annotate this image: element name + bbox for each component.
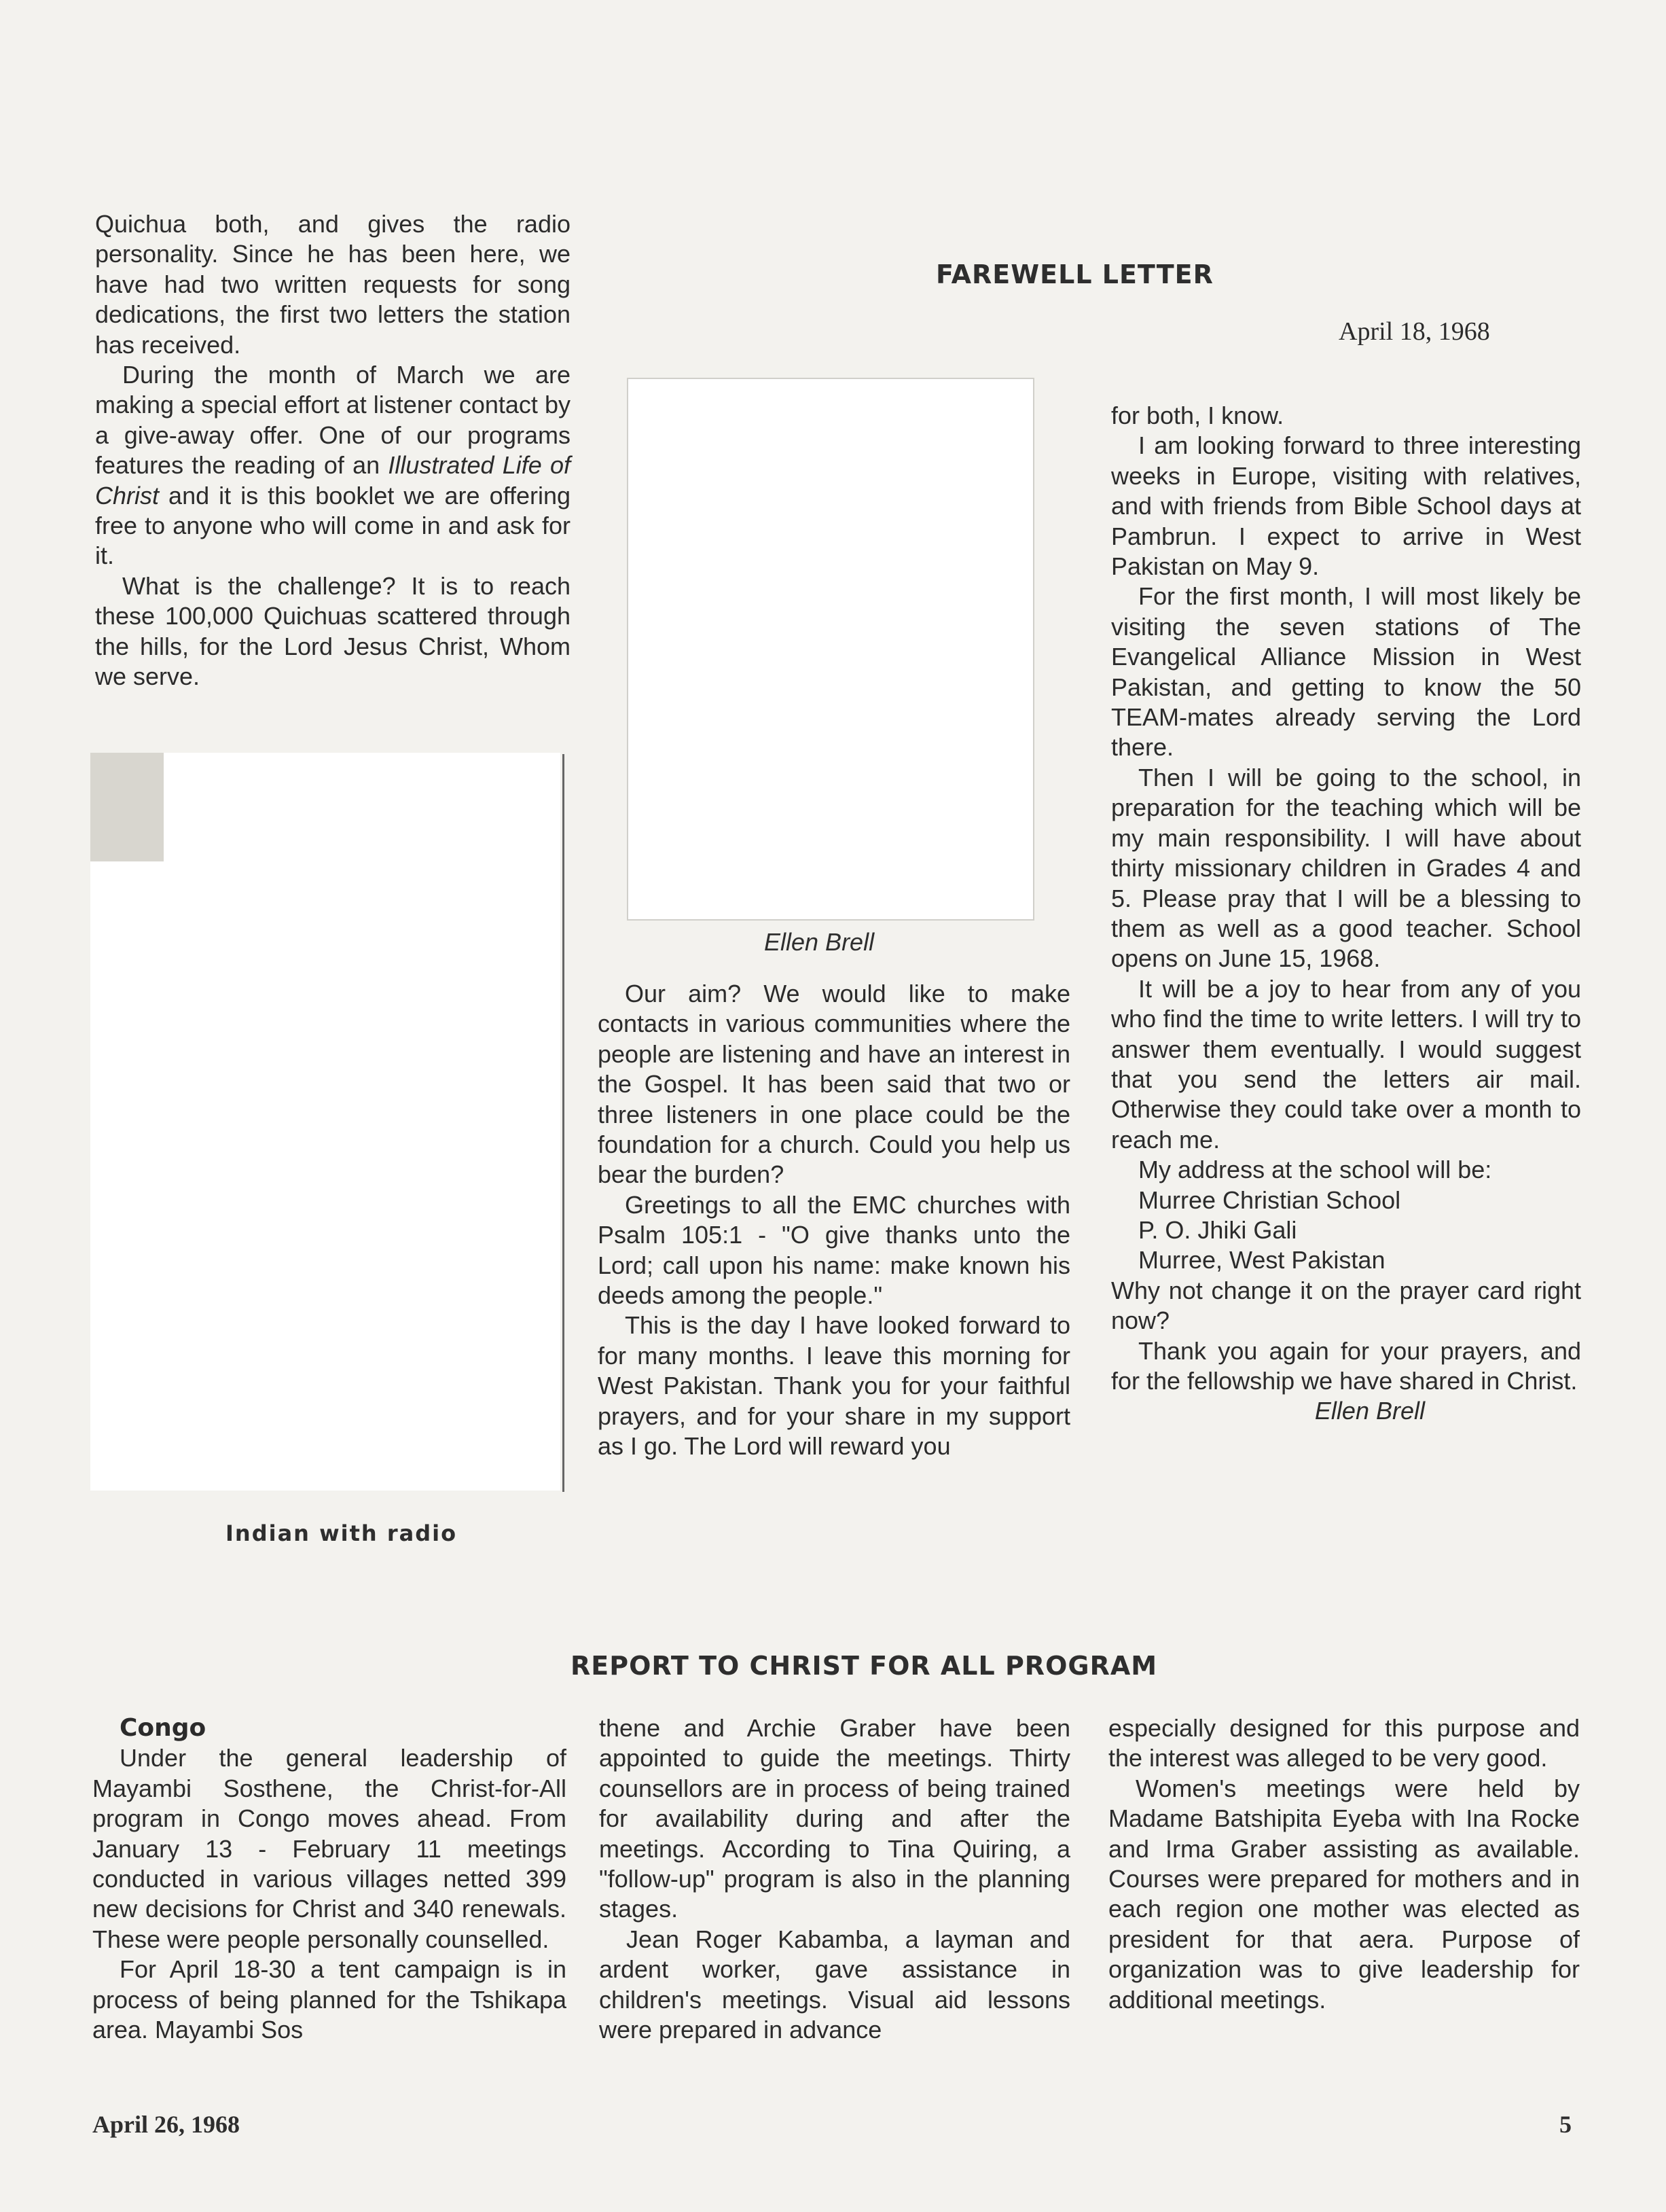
paragraph: This is the day I have looked forward to for many months. I leave this morning for West Pakistan. Thank you for your faithful prayers, and for your share in my support as I go. The Lord will reward you (598, 1311, 1070, 1461)
column-3-text (1111, 401, 1581, 1427)
paragraph: Our aim? We would like to make contacts in various communities where the people are listening and have an interest in the Gospel. It has been said that two or three listeners in one place could be the foundation for a church. Could you help us bear the burden? (598, 980, 1070, 1189)
paragraph: My address at the school will be: (1138, 1156, 1492, 1184)
report-column-1 (92, 1713, 566, 2045)
signature (1111, 1396, 1581, 1426)
paragraph: Greetings to all the EMC churches with Psalm 105:1 - "O give thanks unto the Lord; call upon his name: make known his deeds among the people." (598, 1190, 1070, 1310)
text-span: During the month of March we are making a special effort at listener contact by a give-away offer. One of our programs features the reading of an (95, 361, 571, 480)
paragraph: I am looking forward to three interesting weeks in Europe, visiting with relatives, and with friends from Bible School days at Pambrun. I expect to arrive in West Pakistan on May 9. (1111, 431, 1581, 581)
footer-date: April 26, 1968 (92, 2111, 240, 2138)
address-line: P. O. Jhiki Gali (1138, 1215, 1297, 1244)
paragraph: Jean Roger Kabamba, a layman and ardent worker, gave assistance in children's meetings. Visual aid lessons were prepared in advance (599, 1925, 1070, 2044)
photo-torn-corner (90, 753, 164, 861)
letter-date: April 18, 1968 (1339, 317, 1490, 346)
paragraph: What is the challenge? It is to reach these 100,000 Quichuas scattered through the hills, for the Lord Jesus Christ, Whom we serve. (95, 571, 571, 691)
paragraph (95, 360, 571, 571)
address-line: Murree, West Pakistan (1138, 1246, 1386, 1274)
paragraph: Under the general leadership of Mayambi Sosthene, the Christ-for-All program in Congo moves ahead. From January 13 - February 11 meetings conducted in various villages netted 399 new decisions for Christ and 340 renewals. These were people personally counselled. (92, 1744, 566, 1953)
paragraph: Why not change it on the prayer card right now? (1111, 1276, 1581, 1335)
paragraph: thene and Archie Graber have been appointed to guide the meetings. Thirty counsellors are in process of being trained for availability during and after the meetings. According to Tina Quiring, a "follow-up" program is also in the planning stages. (599, 1714, 1070, 1923)
text-span: and it is this booklet we are offering free to anyone who will come in and ask for it. (95, 481, 571, 570)
report-column-3 (1108, 1713, 1580, 2015)
paragraph: especially designed for this purpose and the interest was alleged to be very good. (1108, 1714, 1580, 1772)
column-2-text (598, 979, 1070, 1462)
photo-caption-ellen-brell: Ellen Brell (764, 928, 875, 956)
book-title: Illustrated Life of Christ (95, 451, 571, 510)
column-1-text (95, 209, 571, 692)
section-subhead: Congo (120, 1714, 206, 1742)
paragraph: for both, I know. (1111, 402, 1284, 429)
photo-indian-with-radio (90, 753, 560, 1491)
paragraph: Then I will be going to the school, in preparation for the teaching which will be my main responsibility. I will have about thirty missionary children in Grades 4 and 5. Please pray that I will be a blessing to them as well as a good teacher. School opens on June 15, 1968. (1111, 763, 1581, 973)
photo-edge-line (562, 754, 564, 1492)
signature-text: Ellen Brell (1314, 1397, 1425, 1425)
report-heading: REPORT TO CHRIST FOR ALL PROGRAM (571, 1651, 1158, 1681)
paragraph: It will be a joy to hear from any of you who find the time to write letters. I will try to answer them eventually. I would suggest that you send the letters air mail. Otherwise they could take over a month to reach me. (1111, 974, 1581, 1154)
photo-ellen-brell (627, 378, 1034, 921)
farewell-heading: FAREWELL LETTER (936, 260, 1214, 289)
address-line: Murree Christian School (1138, 1185, 1401, 1214)
paragraph: For the first month, I will most likely be visiting the seven stations of The Evangelical Alliance Mission in West Pakistan, and getting to know the 50 TEAM-mates already serving the Lord there. (1111, 582, 1581, 762)
paragraph: For April 18-30 a tent campaign is in process of being planned for the Tshikapa area. Mayambi Sos (92, 1955, 566, 2044)
paragraph: Quichua both, and gives the radio personality. Since he has been here, we have had two written requests for song dedications, the first two letters the station has received. (95, 210, 571, 359)
report-column-2 (599, 1713, 1070, 2045)
paragraph: Women's meetings were held by Madame Batshipita Eyeba with Ina Rocke and Irma Graber assisting as available. Courses were prepared for mothers and in each region one mother was elected as president for that aera. Purpose of organization was to give leadership for additional meetings. (1108, 1774, 1580, 2014)
paragraph: Thank you again for your prayers, and for the fellowship we have shared in Christ. (1111, 1336, 1581, 1395)
page-number: 5 (1559, 2111, 1572, 2138)
photo-caption: Indian with radio (225, 1520, 458, 1546)
